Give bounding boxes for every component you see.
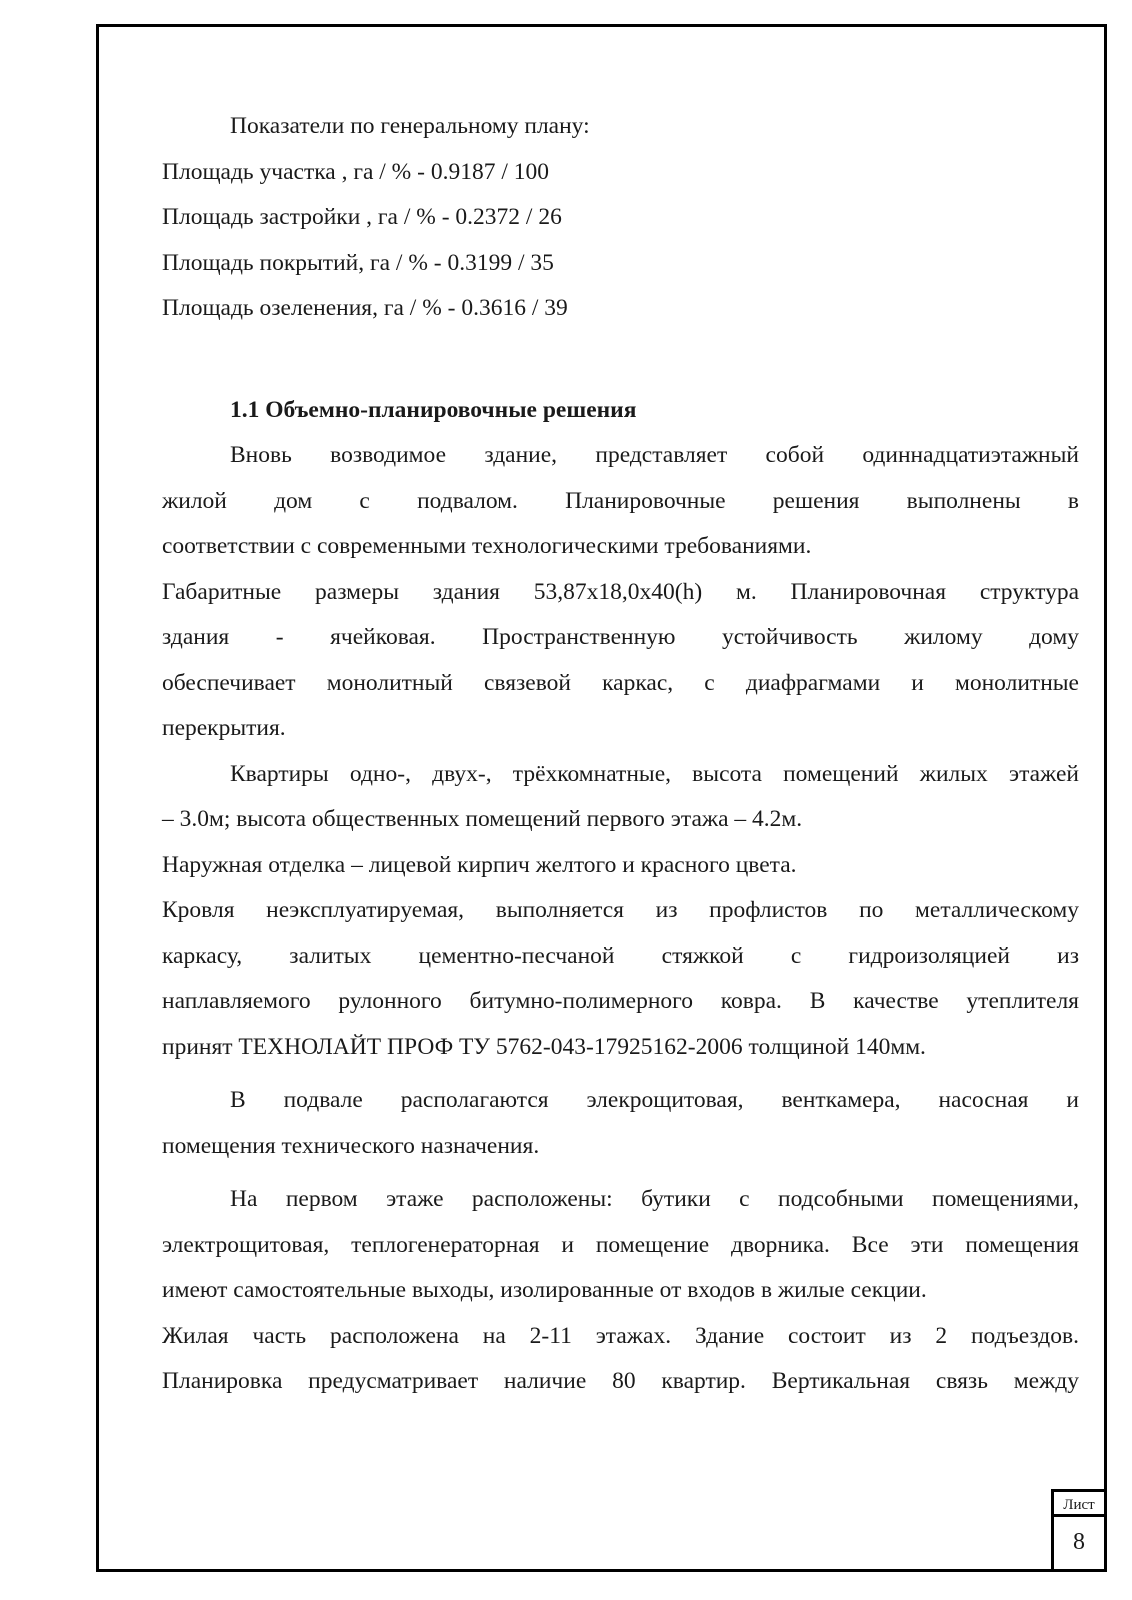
text-line: жилой дом с подвалом. Планировочные решения выполнены в [162,487,1079,514]
text-line: Вновь возводимое здание, представляет собой одиннадцатиэтажный [230,442,1079,468]
page-number: 8 [1073,1529,1085,1555]
text-line: здания - ячейковая. Пространственную устойчивость жилому дому [162,624,1079,650]
text-line: обеспечивает монолитный связевой каркас, с диафрагмами и монолитные [162,669,1079,696]
text-line: Кровля неэксплуатируемая, выполняется из профлистов по металлическому [162,897,1079,923]
text-line: В подвале располагаются элекрощитовая, венткамера, насосная и [230,1087,1079,1113]
indicator-row: Площадь озеленения, га / % - 0.3616 / 39 [162,295,568,321]
indicators-heading: Показатели по генеральному плану: [230,113,590,139]
text-line: имеют самостоятельные выходы, изолированные от входов в жилые секции. [162,1277,927,1303]
indicator-row: Площадь застройки , га / % - 0.2372 / 26 [162,204,562,230]
text-line: Габаритные размеры здания 53,87х18,0х40(h) м. Планировочная структура [162,578,1079,605]
text-line: – 3.0м; высота общественных помещений первого этажа – 4.2м. [162,806,803,832]
page-content [162,104,1079,1405]
text-line: Наружная отделка – лицевой кирпич желтого и красного цвета. [162,851,797,878]
text-line: каркасу, залитых цементно-песчаной стяжкой с гидроизоляцией из [162,942,1079,969]
indicator-row: Площадь участка , га / % - 0.9187 / 100 [162,158,549,185]
sheet-label: Лист [1054,1492,1104,1517]
sheet-stamp [1051,1489,1107,1572]
text-line: принят ТЕХНОЛАЙТ ПРОФ ТУ 5762-043-17925162-2006 толщиной 140мм. [162,1033,926,1060]
text-line: Квартиры одно-, двух-, трёхкомнатные, высота помещений жилых этажей [230,760,1079,787]
indicator-row: Площадь покрытий, га / % - 0.3199 / 35 [162,249,554,276]
text-line: помещения технического назначения. [162,1132,540,1159]
text-line: электрощитовая, теплогенераторная и помещение дворника. Все эти помещения [162,1231,1079,1258]
text-line: Жилая часть расположена на 2-11 этажах. Здание состоит из 2 подъездов. [162,1322,1079,1349]
section-title: 1.1 Объемно-планировочные решения [230,396,637,423]
text-line: На первом этаже расположены: бутики с подсобными помещениями, [230,1186,1079,1212]
text-line: наплавляемого рулонного битумно-полимерного ковра. В качестве утеплителя [162,988,1079,1014]
text-line: соответствии с современными технологическими требованиями. [162,533,812,559]
text-line: перекрытия. [162,715,286,741]
text-line: Планировка предусматривает наличие 80 квартир. Вертикальная связь между [162,1368,1079,1394]
